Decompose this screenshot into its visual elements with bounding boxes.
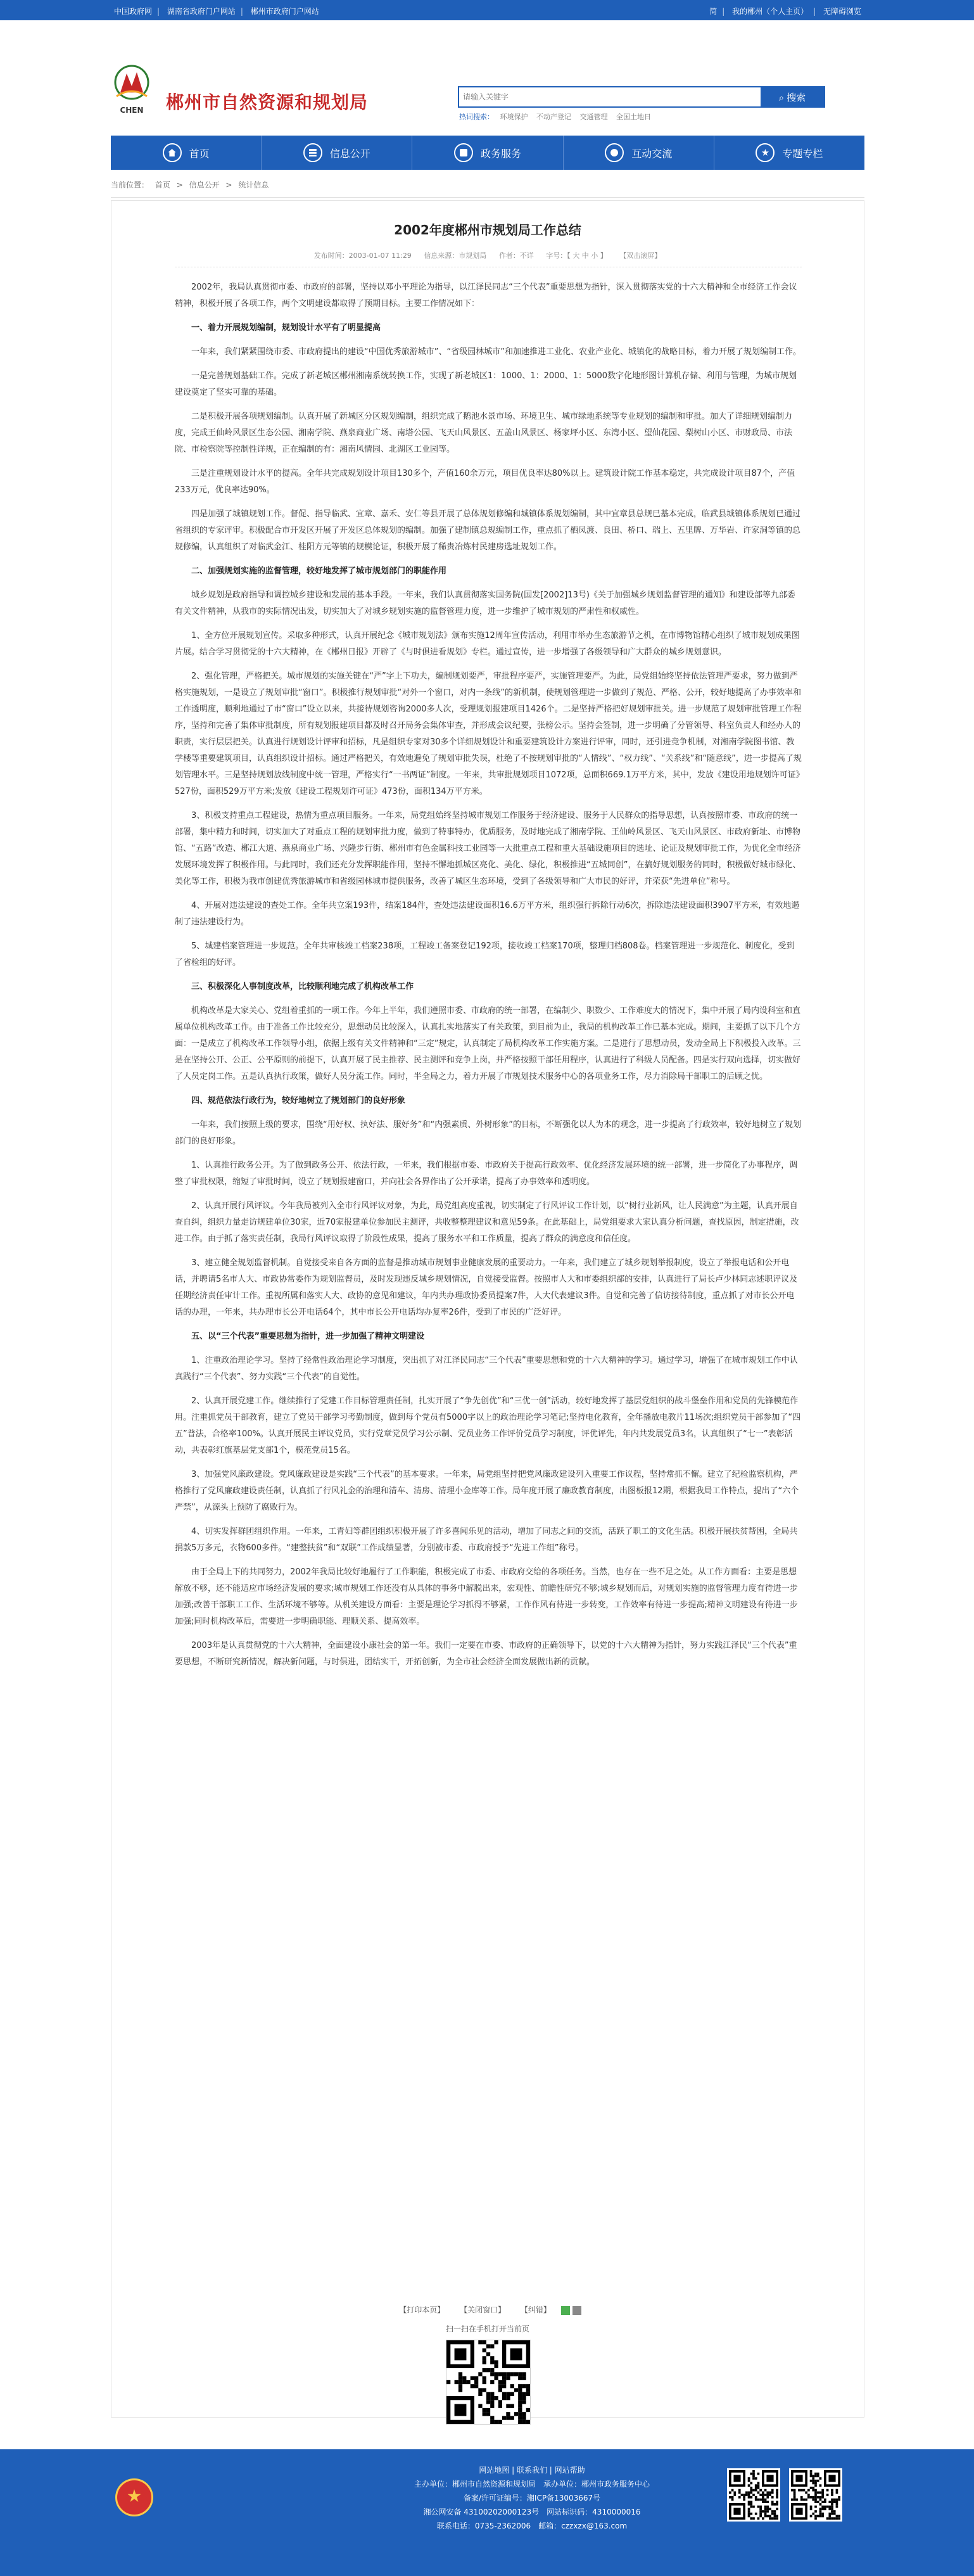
auto-scroll[interactable]: 【双击滚屏】	[619, 252, 662, 260]
close-window-button[interactable]: 【关闭窗口】	[460, 2305, 506, 2314]
paragraph: 城乡规划是政府指导和调控城乡建设和发展的基本手段。一年来，我们认真贯彻落实国务院(国发[2002]13号)《关于加强城乡规划监督管理的通知》和建设部等九部委有关文件精神，从我市的实际情况出发，切实加大了对城乡规划实施的监督管理力度，进一步维护了城市规划的严肃性和权威性。	[175, 590, 795, 616]
section-heading: 三、积极深化人事制度改革，比较顺利地完成了机构改革工作	[191, 982, 414, 992]
site-footer	[0, 2449, 974, 2576]
nav-topics[interactable]: 专题专栏	[714, 136, 864, 170]
breadcrumb-info[interactable]: 信息公开	[189, 181, 220, 189]
search-button[interactable]: ⌕ 搜索	[761, 87, 824, 106]
svg-text:CHEN: CHEN	[120, 106, 144, 115]
hot-words	[459, 112, 657, 122]
nav-gov-service[interactable]: 政务服务	[412, 136, 563, 170]
footer-sponsor: 主办单位：郴州市自然资源和规划局 承办单位：郴州市政务服务中心	[414, 2480, 650, 2489]
qr-code	[789, 2468, 842, 2522]
paragraph: 4、开展对违法建设的查处工作。全年共立案193件，结案184件，查处违法建设面积16.6万平方米，组织强行拆除行动6次，拆除违法建设面积3907平方米，有效地遏制了违法建设行为。	[175, 901, 800, 927]
paragraph: 机构改革是大家关心、党组着重抓的一项工作。今年上半年，我们遵照市委、市政府的统一部署，在编制少、职数少、工作难度大的情况下，集中开展了局内设科室和直属单位机构改革工作。由于准备工作比较充分，思想动员比较深入，认真扎实地落实了有关政策，到目前为止，我局的机构改革工作已基本完成。期间，主要抓了以下几个方面：一是成立了机构改革工作领导小组，依据上级有关文件精神和“三定”规定，认真制定了局机构改革工作实施方案。二是进行了思想动员，发动全局上下积极投入改革。三是在坚持公开、公正、公平原则的前提下，认真开展了民主推荐、民主测评和竞争上岗，并严格按照干部任用程序，认真进行了科级人员配备。四是实行双向选择，切实做好了人员定岗工作。五是认真执行政策，做好人员分流工作。同时，半全局之力，着力开展了市规划技术服务中心的各项业务工作，尽力消除局干部职工的后顾之忧。	[175, 1006, 801, 1081]
paragraph: 1、全方位开展规划宣传。采取多种形式，认真开展纪念《城市规划法》颁布实施12周年宣传活动，利用市举办生态旅游节之机，在市博物馆精心组织了城市规划成果图片展。结合学习贯彻党的十六大精神，在《郴州日报》开辟了《与时俱进看规划》专栏。通过宣传，进一步增强了各级领导和广大群众的城乡规划意识。	[175, 631, 800, 657]
footer-icp: 备案/许可证编号：湘ICP备13003667号	[463, 2494, 601, 2503]
breadcrumb-stats[interactable]: 统计信息	[238, 181, 269, 189]
topbar-link-accessibility[interactable]: 无障碍浏览	[823, 7, 861, 16]
paragraph: 1、认真推行政务公开。为了做到政务公开、依法行政，一年来，我们根据市委、市政府关于提高行政效率、优化经济发展环境的统一部署，进一步简化了办事程序，调整了审批权限，缩短了审批时间，设立了规划报建窗口，并向社会各界作出了公开承诺，提高了办事效率和透明度。	[175, 1161, 798, 1187]
breadcrumb: 当前位置： 首页 > 信息公开 > 统计信息	[111, 172, 864, 198]
topbar-link-simplified[interactable]: 简	[709, 7, 718, 16]
chat-icon	[605, 143, 624, 162]
hot-word[interactable]: 不动产登记	[536, 113, 571, 121]
font-size-switch[interactable]: 字号：【 大 中 小 】	[546, 252, 607, 260]
qr-code	[446, 2340, 531, 2425]
topbar-link-chenzhou[interactable]: 郴州市政府门户网站	[250, 7, 319, 16]
home-icon	[163, 143, 182, 162]
paragraph: 1、注重政治理论学习。坚持了经常性政治理论学习制度，突出抓了对江泽民同志“三个代表”重要思想和党的十六大精神的学习。通过学习，增强了在城市规划工作中认真践行“三个代表”、努力实践“三个代表”的自觉性。	[175, 1356, 798, 1382]
article-tools	[111, 2304, 864, 2315]
paragraph: 一是完善规划基础工作。完成了新老城区郴州湘南系统转换工作，实现了新老城区1：1000、1：2000、1：5000数字化地形图计算机存储、利用与管理，为城市规划建设奠定了坚实可靠的基础。	[175, 371, 797, 397]
report-error-button[interactable]: 【纠错】	[520, 2305, 551, 2314]
search-input[interactable]	[463, 90, 754, 104]
article-body	[175, 279, 802, 2243]
nav-interaction[interactable]: 互动交流	[564, 136, 714, 170]
share-weibo-icon[interactable]	[572, 2306, 581, 2315]
top-utility-bar: 中国政府网 | 湖南省政府门户网站 | 郴州市政府门户网站 简 | 我的郴州（个人主页） | 无障碍浏览	[0, 0, 974, 20]
breadcrumb-label: 当前位置：	[111, 181, 149, 189]
print-button[interactable]: 【打印本页】	[399, 2305, 445, 2314]
author: 作者：不详	[498, 252, 534, 260]
paragraph: 3、积极支持重点工程建设，热情为重点项目服务。一年来，局党组始终坚持城市规划工作服务于经济建设、服务于人民群众的指导思想，认真按照市委、市政府的统一部署，集中精力和时间，切实加大了对重点工程的规划审批力度，做到了特事特办，优质服务，及时地完成了湘南学院、王仙岭风景区、飞天山风景区、市政府新址、市博物馆、“五路”改造、郴江大道、燕泉商业广场、兴隆步行街、郴州市有色金属科技工业园等一大批重点工程和重大基础设施项目的选址、论证及规划审批工作，为优化全市经济发展环境发挥了积极作用。与此同时，我们还充分发挥职能作用，坚持不懈地抓城区亮化、美化、绿化，积极推进“五城同创”，在搞好规划服务的同时，积极做好城市绿化、美化等工作，积极为我市创建优秀旅游城市和省级园林城市提供服务，改善了城区生态环境，受到了各级领导和广大市民的好评，并荣获“先进单位”称号。	[175, 811, 801, 886]
qr-label: 扫一扫在手机打开当前页	[445, 2324, 529, 2333]
document-icon	[303, 143, 322, 162]
gov-emblem-icon[interactable]	[115, 2478, 153, 2516]
paragraph: 3、加强党风廉政建设。党风廉政建设是实践“三个代表”的基本要求。一年来，局党组坚持把党风廉政建设列入重要工作议程，坚持常抓不懈。建立了纪检监察机构，严格推行了党风廉政建设责任制，认真抓了行风礼金的治理和清车、清房、清理小金库等工作。局年度开展了廉政教育制度，出图板报12期，根据我局工作特点，提出了“六个严禁”，从源头上预防了腐败行为。	[175, 1470, 799, 1512]
main-nav	[111, 136, 864, 170]
article-meta	[111, 250, 864, 260]
paragraph: 二是积极开展各项规划编制。认真开展了新城区分区规划编制，组织完成了鹅池水景市场、环境卫生、城市绿地系统等专业规划的编制和审批。加大了详细规划编制力度，完成王仙岭风景区生态公园、湘南学院、燕泉商业广场、南塔公园、飞天山风景区、五盖山风景区、杨家坪小区、东湾小区、望仙花园、梨树山小区、市财政局、市法院、市检察院等控制性详规，正在编制的有：湘南风情园、北湖区工业园等。	[175, 412, 793, 454]
topbar-link-my-chenzhou[interactable]: 我的郴州（个人主页）	[732, 7, 809, 16]
service-icon	[454, 143, 473, 162]
publish-time: 发布时间：2003-01-07 11:29	[313, 252, 412, 260]
hot-word[interactable]: 环境保护	[500, 113, 528, 121]
hot-word[interactable]: 交通管理	[579, 113, 608, 121]
section-heading: 二、加强规划实施的监督管理，较好地发挥了城市规划部门的职能作用	[191, 566, 447, 576]
footer-security: 湘公网安备 43100202000123号 网站标识码：4310000016	[423, 2508, 641, 2516]
share-wechat-icon[interactable]	[561, 2306, 570, 2315]
section-heading: 四、规范依法行政行为，较好地树立了规划部门的良好形象	[191, 1096, 406, 1106]
topbar-link-gov[interactable]: 中国政府网	[114, 7, 153, 16]
search-icon: ⌕	[778, 92, 787, 103]
paragraph: 2、强化管理，严格把关。城市规划的实施关键在“严”字上下功夫，编制规划要严，审批程序要严，实施管理要严。为此，局党组始终坚持依法管理严要求，努力做到严格实施规划，一是设立了规划审批“窗口”。积极推行规划审批“对外一个窗口，对内一条线”的新机制，使规划管理进一步做到了规范、严格、公开，较好地提高了办事效率和工作透明度，顺利地通过了市“窗口”设立以来，共接待规划咨询2000多人次，受理规划报建项目1426个。二是坚持严格把好规划审批关。进一步规范了规划审批管理工作程序，坚持和完善了集体审批制度，所有规划报建项目都及时召开局务会集体审查，并形成会议纪要，张榜公示。坚持会签制，进一步明确了分管领导、科室负责人和经办人的职责，实行层层把关。认真进行规划设计评审和招标，凡是组织专家对30多个详细规划设计和重要建筑设计方案进行评审，同时，还引进竞争机制，对湘南学院图书馆、教学楼等重要建筑项目，认真组织设计招标。通过严格把关，有效地避免了规划审批失误，杜绝了不按规划审批的“人情线”、“权力线”、“关系线”和“随意线”，进一步提高了规划管理水平。三是坚持规划放线制度中统一管理，严格实行“一书两证”制度。一年来，共审批规划项目1072项，总面积669.1万平方米，其中，发放《建设用地规划许可证》527份，面积529万平方米;发放《建设工程规划许可证》473份，面积134万平方米。	[175, 672, 802, 796]
breadcrumb-home[interactable]: 首页	[155, 181, 170, 189]
section-heading: 五、以“三个代表”重要思想为指针，进一步加强了精神文明建设	[191, 1332, 425, 1341]
footer-links[interactable]: 网站地图 | 联系我们 | 网站帮助	[479, 2466, 585, 2475]
site-logo[interactable]	[106, 61, 157, 118]
paragraph: 2002年，我局认真贯彻市委、市政府的部署，坚持以邓小平理论为指导，以江泽民同志“三个代表”重要思想为指针，深入贯彻落实党的十六大精神和全市经济工作会议精神，积极开展了各项工作，两个文明建设都取得了预期目标。主要工作情况如下：	[175, 283, 797, 309]
paragraph: 3、建立健全规划监督机制。自觉接受来自各方面的监督是推动城市规划事业健康发展的重要动力。一年来，我们建立了城乡规划举报制度，设立了举报电话和公开电话，并聘请5名市人大、市政协常委作为规划监督员，及时发现违反城乡规划情况，自觉接受监督。按照市人大和市委组织部的安排，认真进行了局长卢少林同志述职评议及任期经济责任审计工作。重视所属和落实人大、政协的意见和建议，年内共办理政协委员提案7件，人大代表建议3件。自觉和完善了信访接待制度，重点抓了对市长公开电话的办理，一年来，共办理市长公开电话64个，其中市长公开电话均办复率26件，受到了市民的广泛好评。	[175, 1258, 798, 1317]
site-header	[0, 20, 974, 134]
article-container	[111, 200, 864, 2418]
hot-word[interactable]: 全国土地日	[616, 113, 651, 121]
paragraph: 四是加强了城镇规划工作。督促、指导临武、宜章、嘉禾、安仁等县开展了总体规划修编和城镇体系规划编制，其中宜章县总规已基本完成，临武县城镇体系规划已通过省组织的专家评审。积极配合市开发区开展了开发区总体规划的编制。加强了建制镇总规编制工作，重点抓了栖凤渡、良田、桥口、瑞上、五里牌、万华岩、许家洞等镇的总规修编，认真组织了对临武金江、桂阳方元等镇的规模论证，积极开展了稀贵冶炼村民建房选址规划工作。	[175, 509, 801, 552]
hot-words-label: 热词搜索：	[459, 113, 494, 121]
star-icon	[756, 143, 775, 162]
info-source: 信息来源：市规划局	[424, 252, 487, 260]
paragraph: 由于全局上下的共同努力，2002年我局比较好地履行了工作职能，积极完成了市委、市政府交给的各项任务。当然，也存在一些不足之处。从工作方面看：主要是思想解放不够，还不能适应市场经济发展的要求;城市规划工作还没有从具体的事务中解脱出来，宏观性、前瞻性研究不够;城乡规划而后，对规划实施的监督管理力度有待进一步加强;改善干部职工工作、生活环境不够等。从机关建设方面看：主要是理论学习抓得不够紧，工作作风有待进一步转变，工作效率有待进一步提高;精神文明建设有待进一步加强;同时机构改革后，需要进一步明确职能、理顺关系、提高效率。	[175, 1567, 798, 1626]
nav-info-public[interactable]: 信息公开	[262, 136, 412, 170]
topbar-link-hunan[interactable]: 湖南省政府门户网站	[167, 7, 236, 16]
paragraph: 三是注重规划设计水平的提高。全年共完成规划设计项目130多个，产值160余万元，项目优良率达80%以上。建筑设计院工作基本稳定，共完成设计项目87个，产值233万元，优良率达90%。	[175, 469, 795, 495]
search-box	[458, 86, 825, 108]
section-heading: 一、着力开展规划编制，规划设计水平有了明显提高	[191, 323, 381, 333]
paragraph: 4、切实发挥群团组织作用。一年来，工青妇等群团组织积极开展了许多喜闻乐见的活动，增加了同志之间的交流，活跃了职工的文化生活。积极开展扶贫帮困，全局共捐款5万多元，衣物600多件。“建整扶贫”和“双联”工作成绩显著，分别被市委、市政府授予“先进工作组”称号。	[175, 1527, 798, 1553]
footer-contact: 联系电话：0735-2362006 邮箱：czzxzx@163.com	[436, 2522, 628, 2530]
paragraph: 2、认真开展行风评议。今年我局被列入全市行风评议对象，为此，局党组高度重视，切实制定了行风评议工作计划，以“树行业新风，让人民满意”为主题，认真开展自查自纠，组织力量走访规建单位30家，近70家报建单位参加民主测评，共收整整理建议和意见59条。在此基础上，局党组要求大家认真分析问题，查找原因，制定措施，改进工作。由于抓了落实责任制，我局行风评议取得了阶段性成果，提高了服务水平和工作质量，提高了群众的满意度和信任度。	[175, 1201, 799, 1244]
nav-home[interactable]: 首页	[111, 136, 262, 170]
paragraph: 5、城建档案管理进一步规范。全年共审核竣工档案238项，工程竣工备案登记192项，接收竣工档案170项，整理归档808卷。档案管理进一步规范化、制度化，受到了省检组的好评。	[175, 941, 795, 967]
site-name: 郴州市自然资源和规划局	[166, 92, 369, 113]
paragraph: 一年来，我们紧紧围绕市委、市政府提出的建设“中国优秀旅游城市”、“省级园林城市”和加速推进工业化、农业产业化、城镇化的战略目标，着力开展了规划编制工作。	[191, 347, 801, 357]
paragraph: 2003年是认真贯彻党的十六大精神，全面建设小康社会的第一年。我们一定要在市委、市政府的正确领导下，以党的十六大精神为指针，努力实践江泽民“三个代表”重要思想，不断研究新情况，解决新问题，与时俱进，团结实干，开拓创新，为全市社会经济全面发展做出新的贡献。	[175, 1641, 797, 1667]
page-title: 2002年度郴州市规划局工作总结	[394, 222, 581, 238]
paragraph: 2、认真开展党建工作。继续推行了党建工作目标管理责任制，扎实开展了“争先创优”和“三优一创”活动，较好地发挥了基层党组织的战斗堡垒作用和党员的先锋模范作用。注重抓党员干部教育，建立了党员干部学习考勤制度，做到每个党员有5000字以上的政治理论学习笔记;坚持电化教育，全年播放电教片11场次;组织党员干部参加了“四五”普法，合格率100%。认真开展民主评议党员，实行党章党员学习公示制、党员业务工作评价党员学习制度，评优评先，年内共发展党员3名，认真组织了“七一”表彰活动，共表彰红旗基层党支部1个，模范党员15名。	[175, 1396, 801, 1455]
paragraph: 一年来，我们按照上级的要求，围绕“用好权、执好法、服好务”和“内强素质、外树形象”的目标，不断强化以人为本的观念，进一步提高了行政效率，较好地树立了规划部门的良好形象。	[175, 1120, 801, 1146]
qr-code	[727, 2468, 780, 2522]
